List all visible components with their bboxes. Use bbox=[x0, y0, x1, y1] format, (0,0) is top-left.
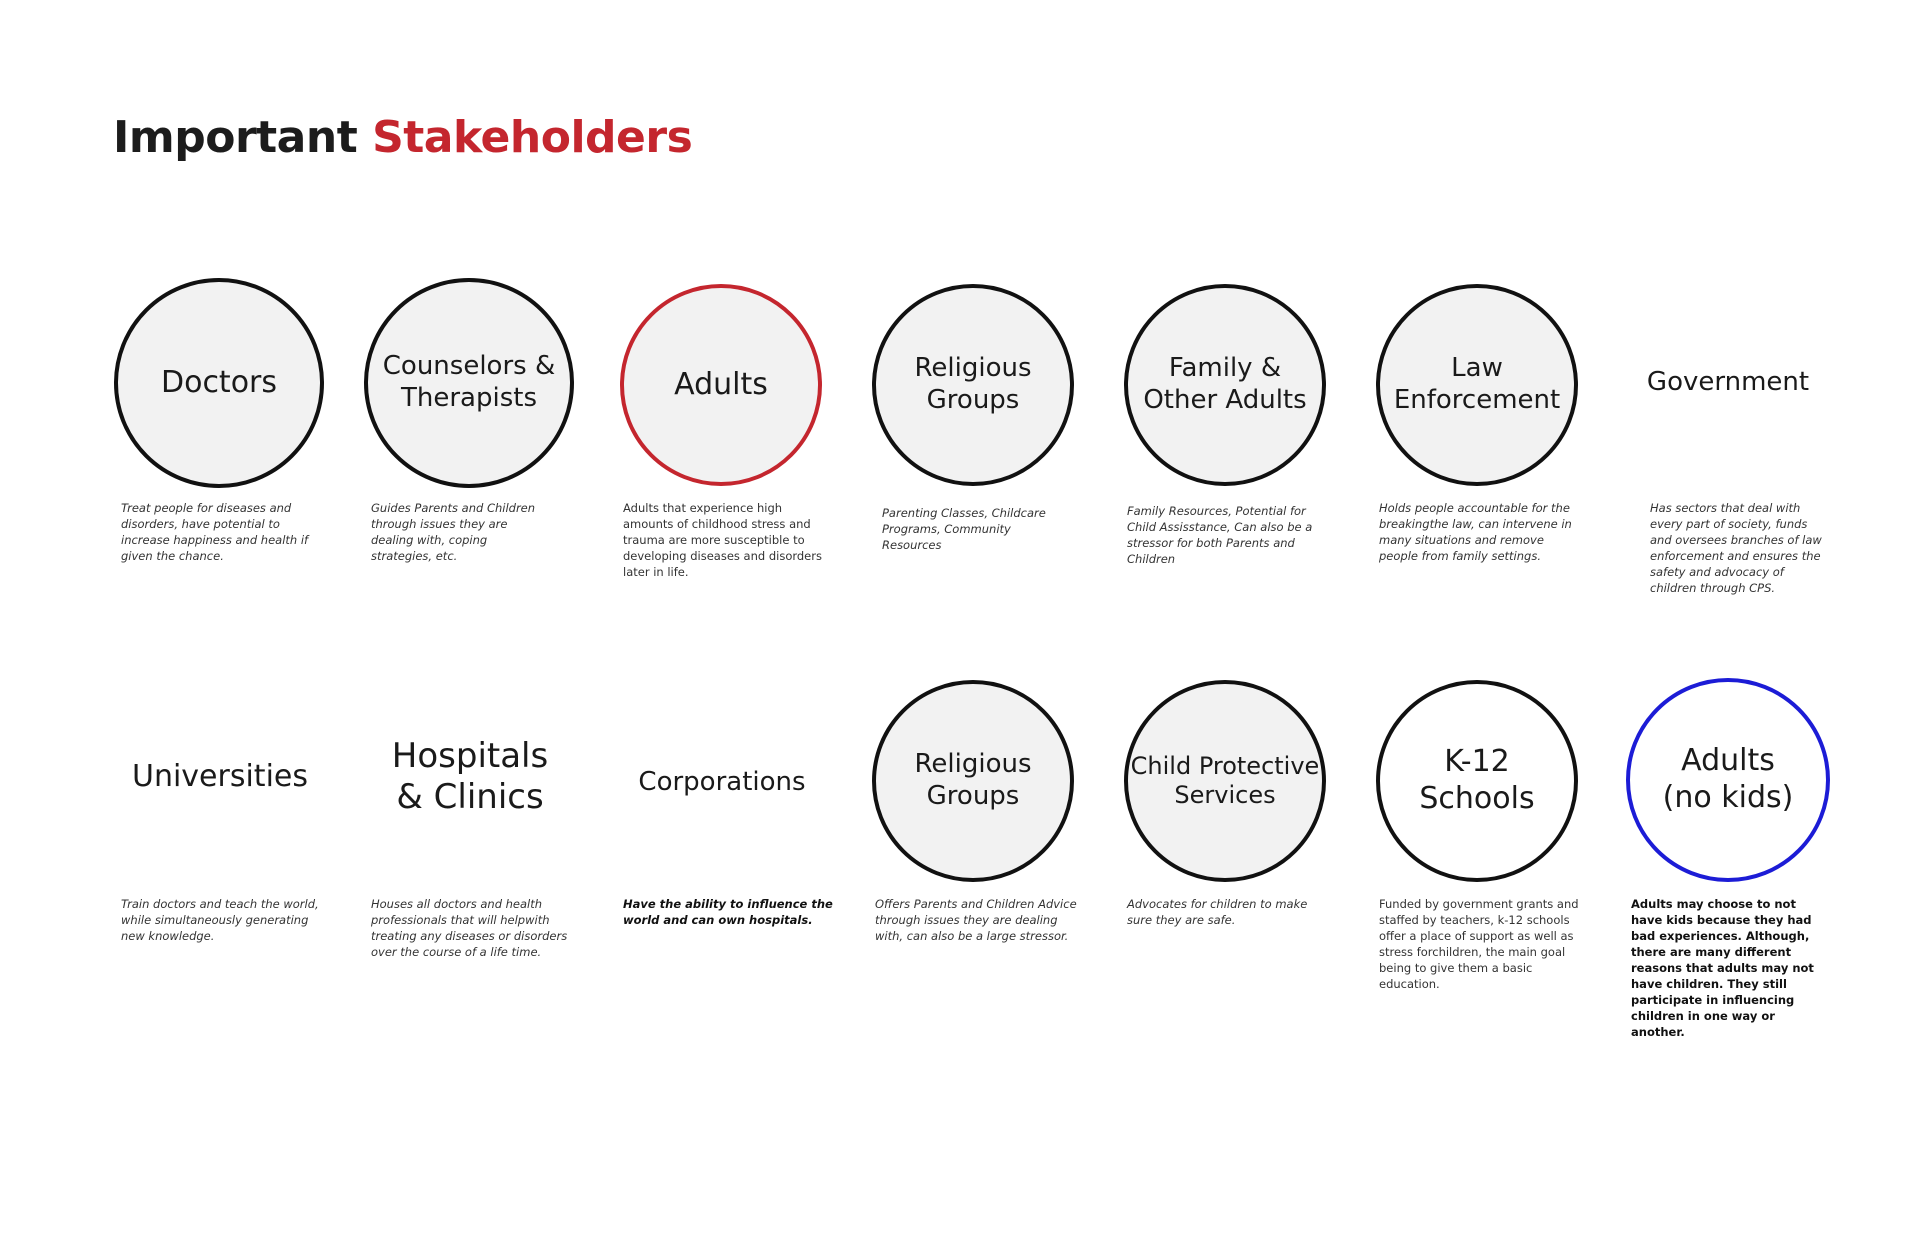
stakeholder-label: Religious Groups bbox=[914, 749, 1032, 811]
stakeholder-government bbox=[1603, 258, 1853, 508]
stakeholder-adults-no-kids bbox=[1626, 678, 1830, 882]
page-title bbox=[113, 112, 692, 163]
stakeholder-label: Universities bbox=[131, 758, 308, 794]
stakeholder-description: Adults that experience high amounts of childhood stress and trauma are more susceptible to developing diseases and disorders later in life. bbox=[623, 501, 822, 579]
stakeholder-doctors bbox=[114, 278, 324, 488]
stakeholder-label: Corporations bbox=[638, 767, 806, 798]
stakeholder-label: Doctors bbox=[160, 364, 278, 400]
stakeholder-description: Family Resources, Potential for Child Assisstance, Can also be a stressor for both Parents and Children bbox=[1127, 504, 1313, 566]
stakeholder-label: Law Enforcement bbox=[1393, 353, 1561, 415]
stakeholder-description: Train doctors and teach the world, while simultaneously generating new knowledge. bbox=[121, 897, 319, 943]
title-part-dark: Important bbox=[113, 112, 358, 163]
stakeholder-hospitals-clinics bbox=[345, 652, 595, 902]
stakeholder-label: Hospitals & Clinics bbox=[391, 735, 549, 817]
stakeholder-label: K-12 Schools bbox=[1419, 744, 1535, 816]
stakeholder-label: Religious Groups bbox=[914, 353, 1032, 415]
stakeholder-description: Funded by government grants and staffed by teachers, k-12 schools offer a place of support as well as stress forchildren, the main goal being to give them a basic education. bbox=[1379, 897, 1579, 991]
stakeholder-description: Have the ability to influence the world and can own hospitals. bbox=[623, 897, 833, 927]
stakeholder-label: Adults bbox=[674, 366, 768, 402]
stakeholder-label: Adults (no kids) bbox=[1662, 743, 1794, 815]
stakeholder-corporations bbox=[597, 658, 847, 908]
title-part-red: Stakeholders bbox=[372, 112, 693, 163]
stakeholder-label: Child Protective Services bbox=[1130, 751, 1320, 809]
stakeholder-description: Parenting Classes, Childcare Programs, Community Resources bbox=[882, 506, 1046, 552]
stakeholder-law-enforcement bbox=[1376, 284, 1578, 486]
stakeholder-description: Offers Parents and Children Advice through issues they are dealing with, can also be a large stressor. bbox=[875, 897, 1077, 943]
stakeholder-label: Family & Other Adults bbox=[1143, 353, 1307, 415]
stakeholder-counselors-therapists bbox=[364, 278, 574, 488]
stakeholder-label: Counselors & Therapists bbox=[382, 351, 556, 413]
stakeholder-label: Government bbox=[1646, 367, 1810, 398]
stakeholder-adults bbox=[620, 284, 822, 486]
stakeholder-description: Advocates for children to make sure they are safe. bbox=[1127, 897, 1308, 927]
stakeholder-description: Treat people for diseases and disorders, have potential to increase happiness and health if given the chance. bbox=[121, 501, 309, 563]
stakeholder-description: Adults may choose to not have kids because they had bad experiences. Although, there are many different reasons that adults may not have children. They still participate in influencing children in one way or another. bbox=[1631, 897, 1814, 1039]
stakeholder-description: Holds people accountable for the breakingthe law, can intervene in many situations and remove people from family settings. bbox=[1379, 501, 1572, 563]
stakeholder-description: Has sectors that deal with every part of society, funds and oversees branches of law enforcement and ensures the safety and advocacy of children through CPS. bbox=[1650, 501, 1822, 595]
stakeholder-religious-groups bbox=[872, 284, 1074, 486]
stakeholder-family-other-adults bbox=[1124, 284, 1326, 486]
stakeholder-k12-schools bbox=[1376, 680, 1578, 882]
stakeholder-child-protective-services bbox=[1124, 680, 1326, 882]
stakeholder-religious-groups-2 bbox=[872, 680, 1074, 882]
stakeholder-description: Guides Parents and Children through issues they are dealing with, coping strategies, etc. bbox=[371, 501, 536, 563]
stakeholder-description: Houses all doctors and health professionals that will helpwith treating any diseases or disorders over the course of a life time. bbox=[371, 897, 568, 959]
stakeholder-universities bbox=[95, 652, 345, 902]
